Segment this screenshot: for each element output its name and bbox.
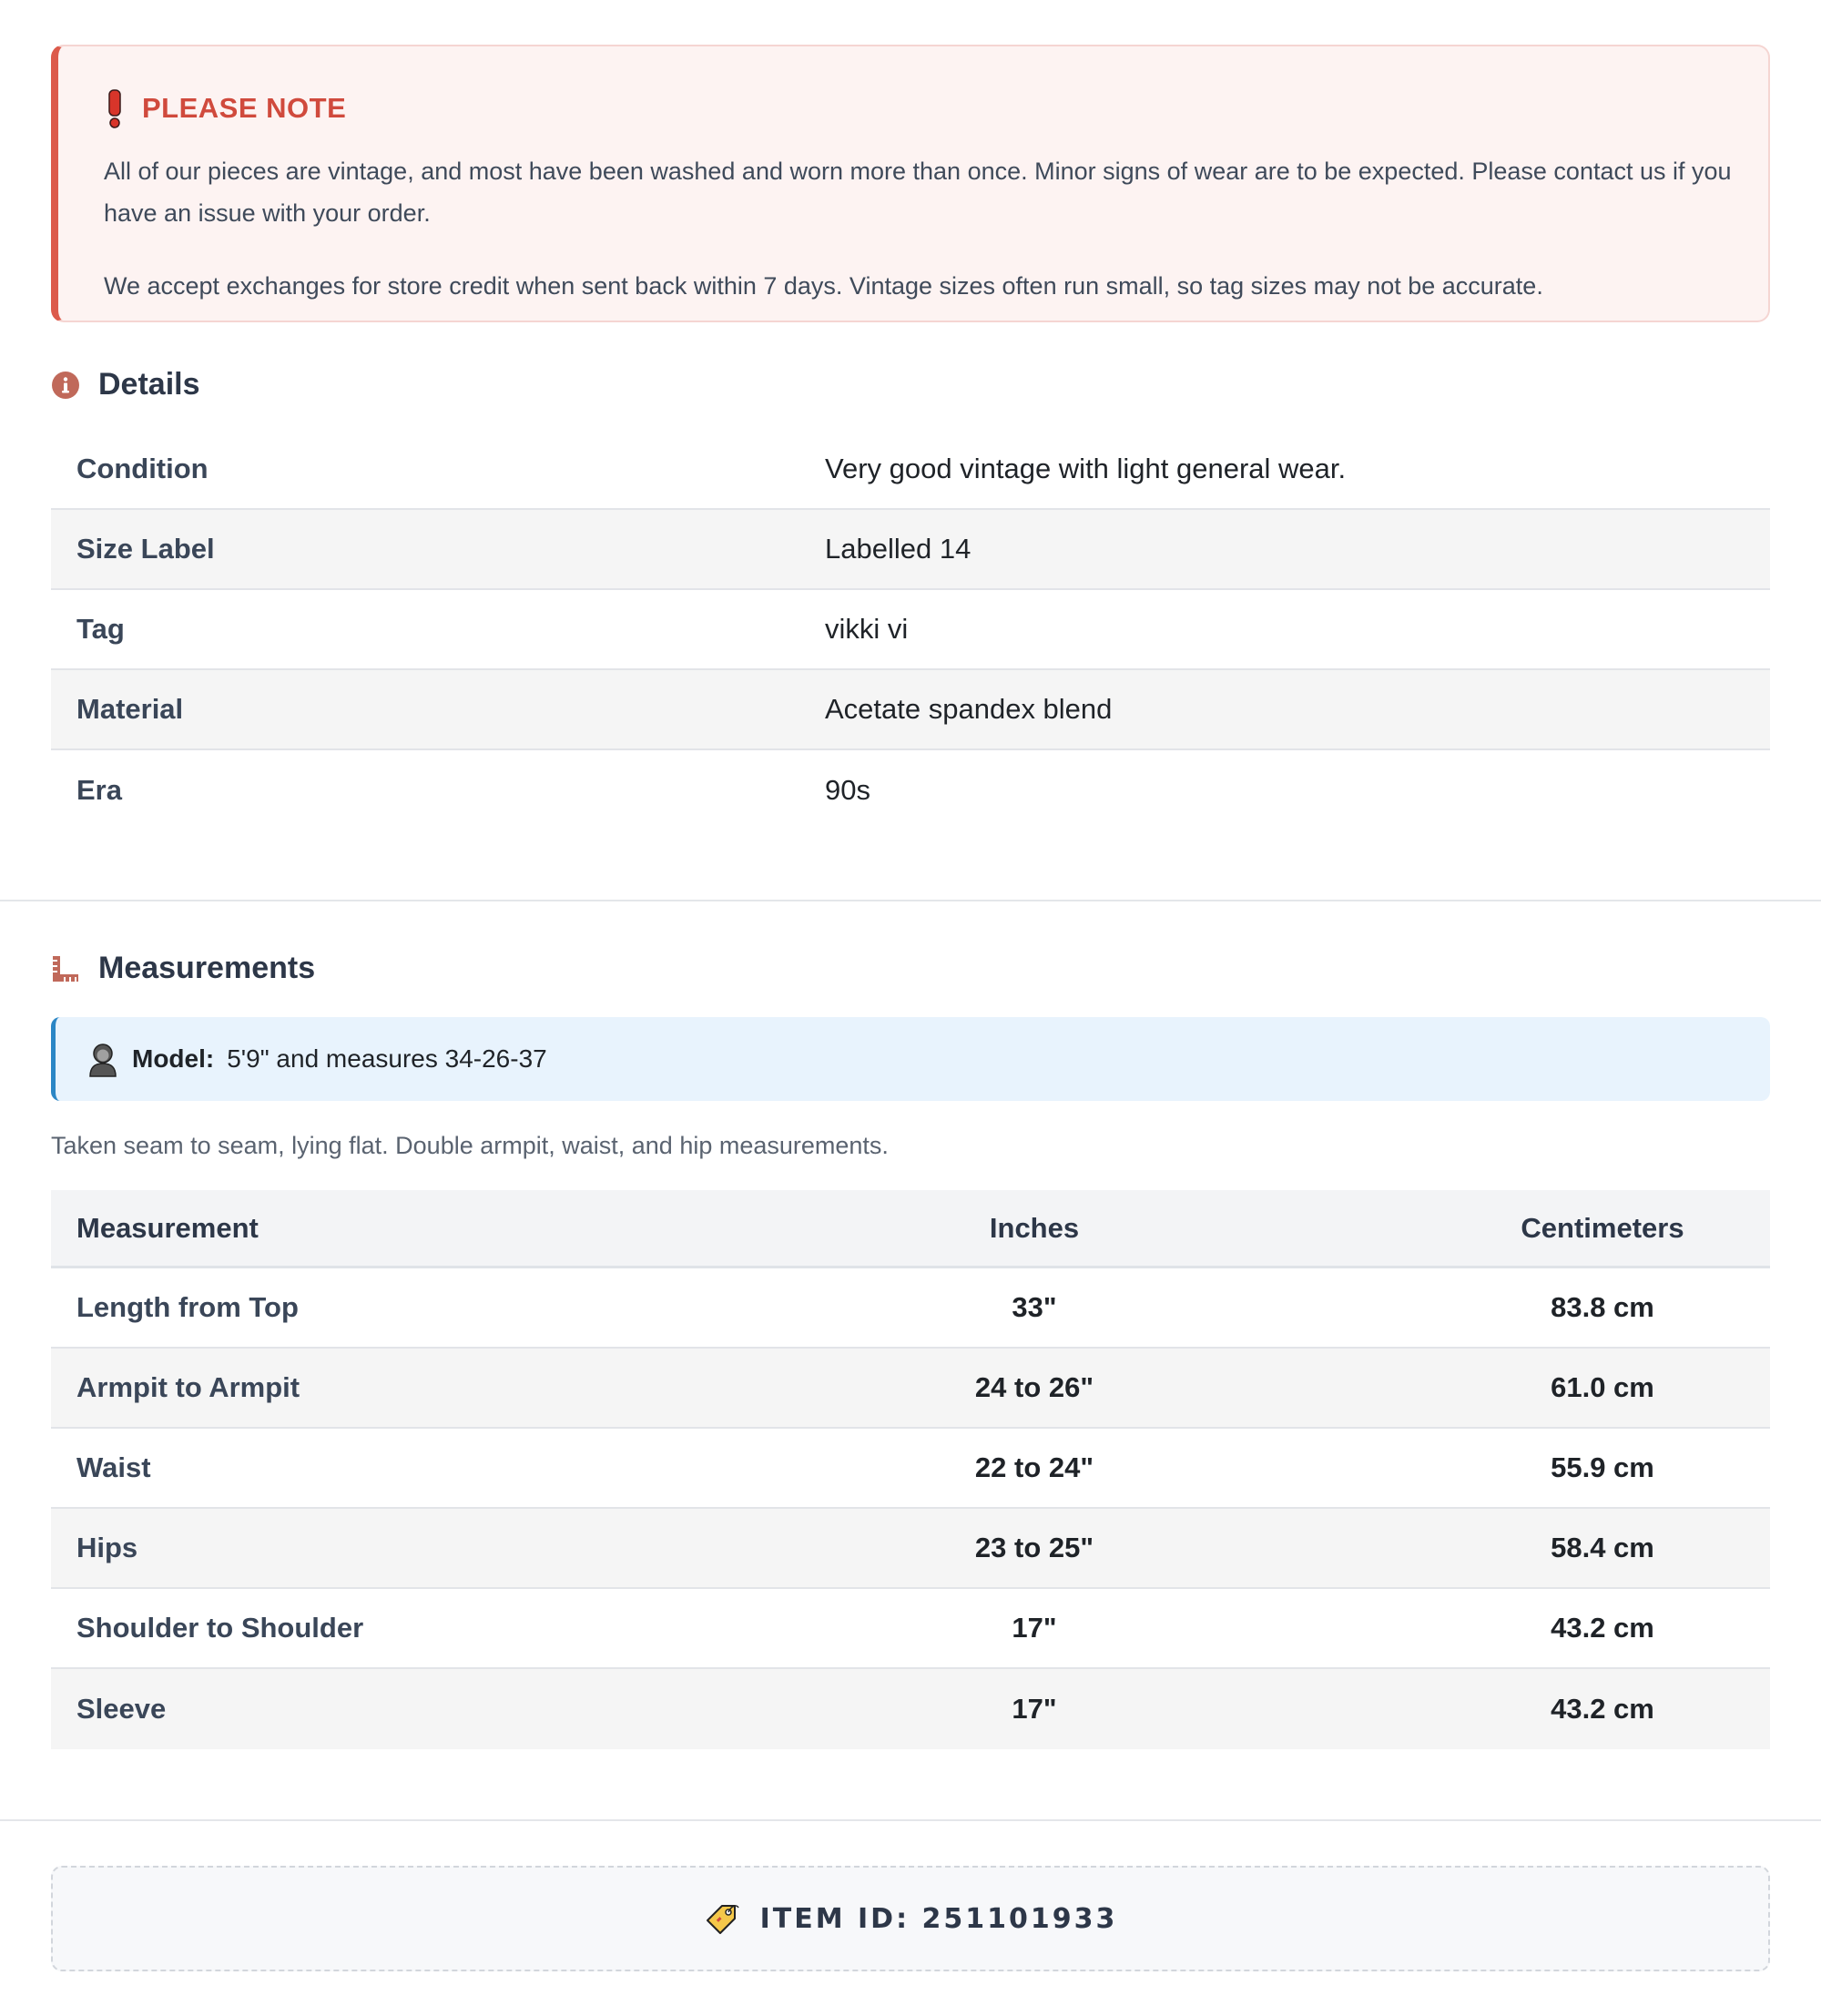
section-divider: [0, 1819, 1821, 1821]
measurement-inches: 33": [1012, 1291, 1057, 1323]
section-divider: [0, 900, 1821, 901]
model-text: 5'9" and measures 34-26-37: [227, 1044, 547, 1073]
measurement-name: Armpit to Armpit: [76, 1371, 300, 1403]
ruler-icon: [51, 954, 80, 983]
measurement-cm: 83.8 cm: [1551, 1291, 1654, 1323]
details-row-condition: [51, 430, 1770, 510]
notice-title: PLEASE NOTE: [142, 92, 347, 124]
details-value: Acetate spandex blend: [825, 693, 1113, 725]
details-value: vikki vi: [825, 613, 909, 645]
notice-title-row: [104, 88, 346, 128]
exclamation-icon: [104, 88, 126, 128]
model-info-box: [51, 1017, 1770, 1101]
details-label: Condition: [76, 453, 209, 484]
table-row: [51, 1429, 1770, 1509]
table-row: [51, 1268, 1770, 1349]
column-header-centimeters: Centimeters: [1521, 1211, 1684, 1244]
notice-paragraph-2: We accept exchanges for store credit when sent back within 7 days. Vintage sizes often run small, so tag sizes may not be accurate.: [104, 272, 1543, 300]
measurement-inches: 17": [1012, 1693, 1057, 1725]
details-row-tag: [51, 590, 1770, 670]
measurements-heading: Measurements: [98, 951, 316, 985]
measurements-heading-row: [51, 951, 315, 986]
item-id: ITEM ID: 251101933: [759, 1902, 1118, 1935]
please-note-box: [51, 45, 1770, 322]
column-header-measurement: Measurement: [76, 1211, 259, 1244]
table-header-row: [51, 1190, 1770, 1268]
details-label: Era: [76, 774, 122, 806]
details-value: Very good vintage with light general wear.: [825, 453, 1347, 484]
measurement-name: Hips: [76, 1532, 138, 1563]
measurement-cm: 61.0 cm: [1551, 1371, 1654, 1403]
measurement-inches: 24 to 26": [974, 1371, 1094, 1403]
item-id-box: [51, 1866, 1770, 1971]
table-row: [51, 1589, 1770, 1669]
measurement-inches: 23 to 25": [974, 1532, 1094, 1563]
details-heading-row: [51, 367, 200, 402]
details-table: [51, 430, 1770, 830]
details-value: 90s: [825, 774, 870, 806]
details-row-era: [51, 750, 1770, 830]
details-row-size-label: [51, 510, 1770, 590]
measurement-name: Shoulder to Shoulder: [76, 1612, 364, 1644]
measurement-inches: 17": [1012, 1612, 1057, 1644]
column-header-inches: Inches: [989, 1211, 1080, 1244]
measurement-cm: 55.9 cm: [1551, 1451, 1654, 1483]
measurements-table: [51, 1190, 1770, 1749]
details-value: Labelled 14: [825, 533, 972, 565]
person-icon: [86, 1041, 119, 1077]
details-heading: Details: [98, 367, 200, 402]
measurement-cm: 58.4 cm: [1551, 1532, 1654, 1563]
details-row-material: [51, 670, 1770, 750]
measurement-name: Length from Top: [76, 1291, 299, 1323]
info-icon: [51, 371, 80, 400]
measurement-cm: 43.2 cm: [1551, 1693, 1654, 1725]
table-row: [51, 1509, 1770, 1589]
table-row: [51, 1669, 1770, 1749]
measurement-name: Sleeve: [76, 1693, 167, 1725]
notice-paragraph-1: All of our pieces are vintage, and most have been washed and worn more than once. Minor signs of wear are to be expected. Please contact us if you have an issue with your order.: [104, 158, 1732, 227]
details-label: Material: [76, 693, 184, 725]
table-row: [51, 1349, 1770, 1429]
measurement-note: Taken seam to seam, lying flat. Double armpit, waist, and hip measurements.: [51, 1132, 889, 1159]
measurement-inches: 22 to 24": [974, 1451, 1094, 1483]
tag-icon: [704, 1900, 740, 1937]
model-label: Model:: [132, 1044, 215, 1073]
details-label: Size Label: [76, 533, 215, 565]
measurement-cm: 43.2 cm: [1551, 1612, 1654, 1644]
details-label: Tag: [76, 613, 125, 645]
measurement-name: Waist: [76, 1451, 151, 1483]
